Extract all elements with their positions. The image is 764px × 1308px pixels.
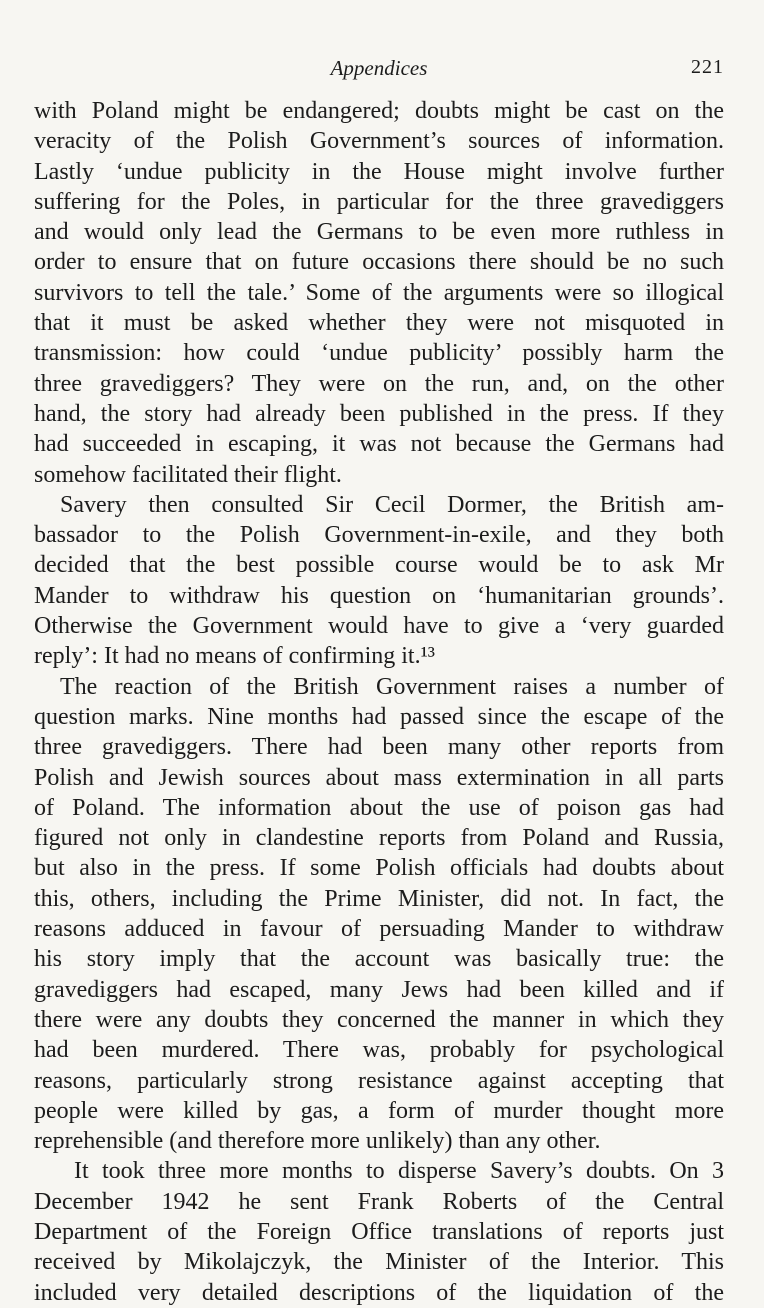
body-text [34,96,724,1308]
text-line: three gravediggers. There had been many other reports from [34,734,724,761]
text-line: Lastly ‘undue publicity in the House might involve further [34,158,724,185]
text-line: that it must be asked whether they were not misquoted in [34,310,724,337]
text-line: hand, the story had already been published in the press. If they [34,400,724,427]
text-line: with Poland might be endangered; doubts might be cast on the [34,98,724,124]
page-number: 221 [691,56,724,78]
text-line: order to ensure that on future occasions there should be no such [34,249,724,276]
text-line: reply’: It had no means of confirming it.¹³ [34,643,435,670]
running-head: Appendices [330,56,428,80]
text-line: transmission: how could ‘undue publicity’ possibly harm the [34,340,724,367]
text-line: reprehensible (and therefore more unlikely) than any other. [34,1128,601,1155]
text-line: this, others, including the Prime Minister, did not. In fact, the [34,885,724,912]
text-line: veracity of the Polish Government’s sources of information. [34,128,724,155]
text-line: there were any doubts they concerned the manner in which they [34,1006,724,1033]
text-line: gravediggers had escaped, many Jews had been killed and if [34,976,724,1003]
text-line: received by Mikolajczyk, the Minister of the Interior. This [34,1249,724,1276]
text-line: reasons, particularly strong resistance against accepting that [34,1067,724,1094]
text-line: had succeeded in escaping, it was not because the Germans had [34,431,724,458]
text-line: Polish and Jewish sources about mass extermination in all parts [34,764,724,791]
text-line: survivors to tell the tale.’ Some of the arguments were so illogical [34,279,724,306]
text-line: Savery then consulted Sir Cecil Dormer, the British am- [60,491,724,518]
text-line: December 1942 he sent Frank Roberts of the Central [34,1188,724,1215]
text-line: reasons adduced in favour of persuading Mander to withdraw [34,916,724,943]
text-line: his story imply that the account was basically true: the [34,946,724,973]
text-line: The reaction of the British Government raises a number of [60,673,724,700]
text-line: included very detailed descriptions of the liquidation of the [34,1279,724,1306]
text-line: suffering for the Poles, in particular for the three gravediggers [34,188,724,215]
text-line: decided that the best possible course would be to ask Mr [34,552,724,579]
text-line: Otherwise the Government would have to give a ‘very guarded [34,613,724,640]
page-header [34,56,724,86]
text-line: figured not only in clandestine reports from Poland and Russia, [34,825,724,852]
text-line: Department of the Foreign Office translations of reports just [34,1218,724,1245]
text-line: of Poland. The information about the use of poison gas had [34,794,724,821]
text-line: question marks. Nine months had passed since the escape of the [34,703,724,730]
text-line: people were killed by gas, a form of murder thought more [34,1097,724,1124]
text-line: It took three more months to disperse Savery’s doubts. On 3 [74,1158,724,1185]
text-line: three gravediggers? They were on the run, and, on the other [34,370,724,397]
text-line: and would only lead the Germans to be even more ruthless in [34,219,724,246]
text-line: bassador to the Polish Government-in-exile, and they both [34,522,724,549]
text-line: had been murdered. There was, probably for psychological [34,1037,724,1064]
text-line: Mander to withdraw his question on ‘humanitarian grounds’. [34,582,724,609]
text-line: but also in the press. If some Polish officials had doubts about [34,855,724,882]
text-line: somehow facilitated their flight. [34,461,342,488]
